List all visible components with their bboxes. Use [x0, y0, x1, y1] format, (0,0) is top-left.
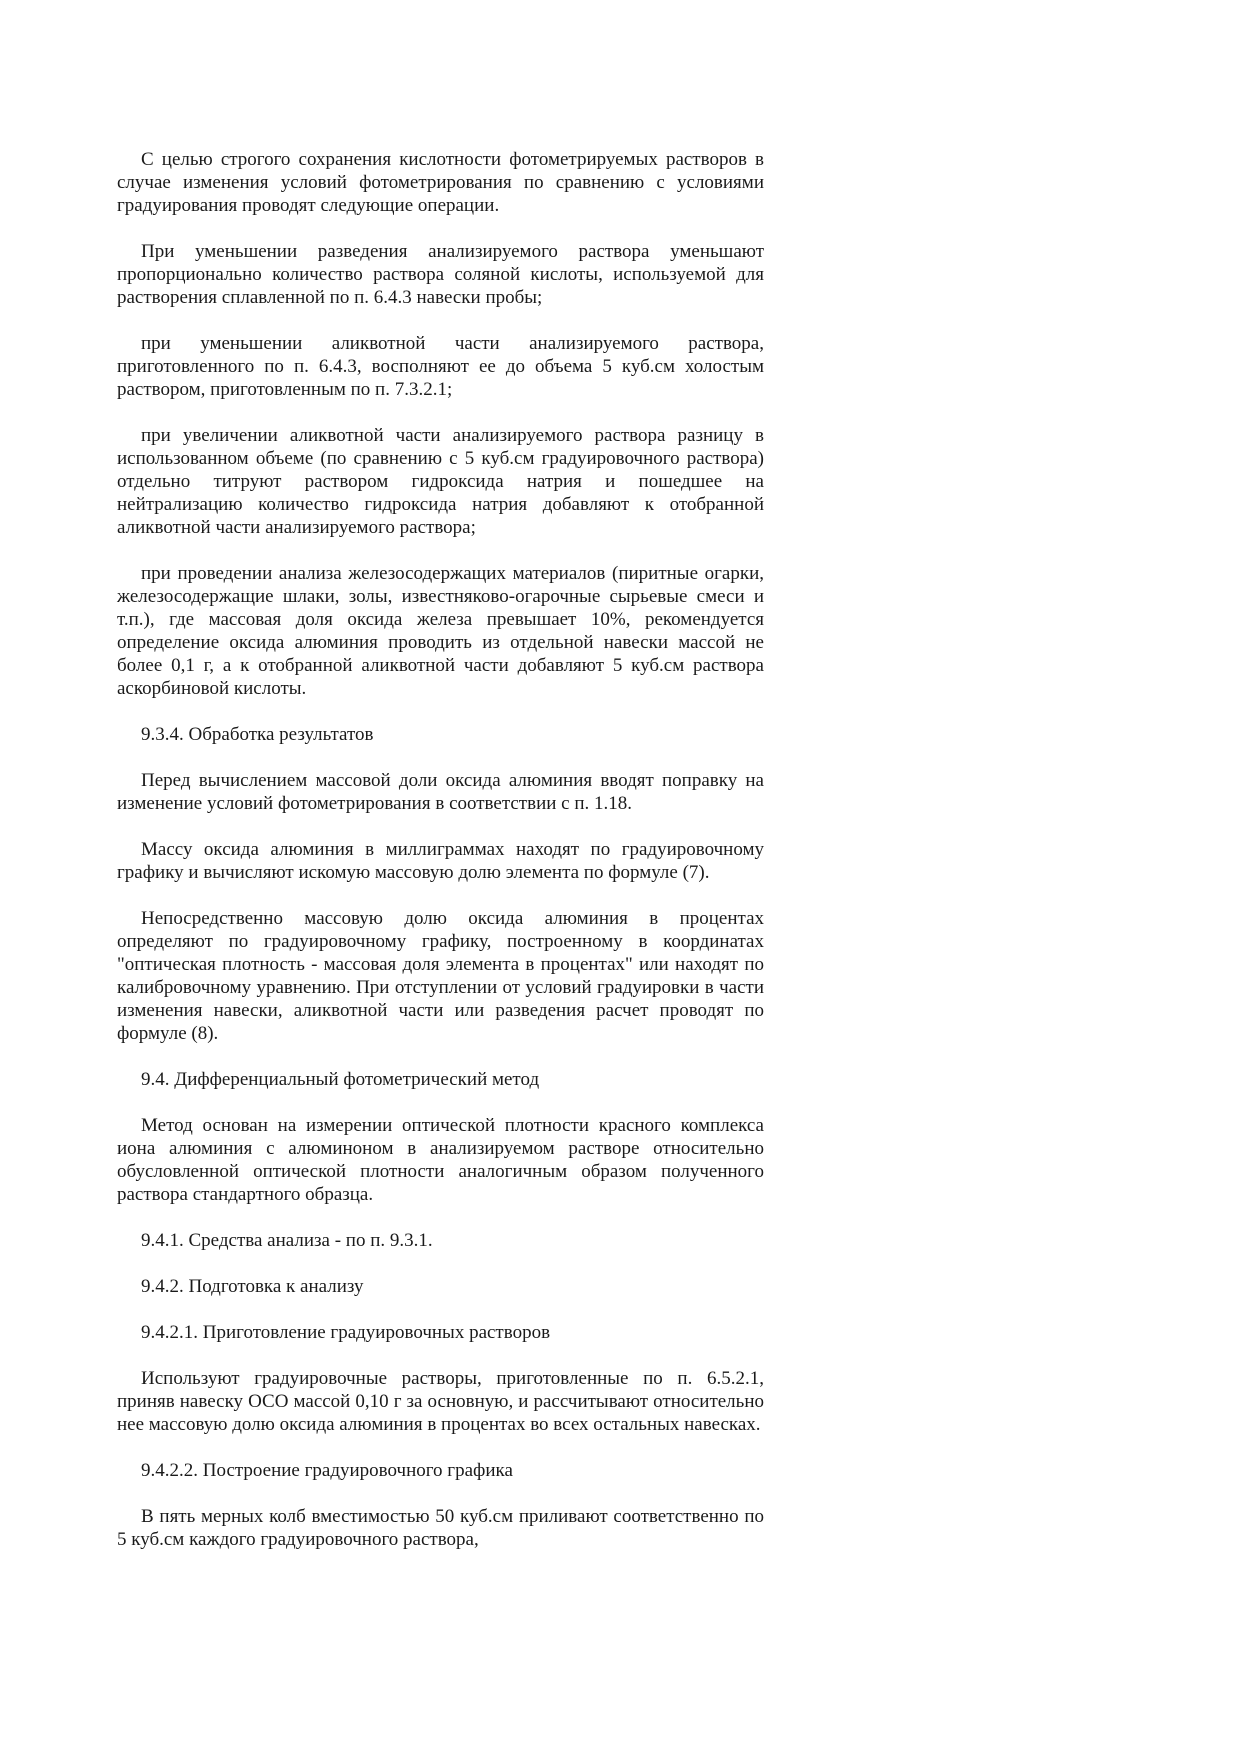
paragraph-five-flasks: В пять мерных колб вместимостью 50 куб.см приливают соответственно по 5 куб.см каждого градуировочного раствора, — [117, 1506, 764, 1550]
section-heading-9-3-4: 9.3.4. Обработка результатов — [141, 724, 374, 745]
document-page — [117, 148, 764, 1551]
paragraph-correction: Перед вычислением массовой доли оксида алюминия вводят поправку на изменение условий фотометрирования в соответствии с п. 1.18. — [117, 770, 764, 814]
section-heading-9-4-2: 9.4.2. Подготовка к анализу — [141, 1276, 364, 1297]
paragraph-mass-formula-7: Массу оксида алюминия в миллиграммах находят по градуировочному графику и вычисляют искомую массовую долю элемента по формуле (7). — [117, 839, 764, 883]
paragraph-dilution-decrease: При уменьшении разведения анализируемого раствора уменьшают пропорционально количество раствора соляной кислоты, используемой для растворения сплавленной по п. 6.4.3 навески пробы; — [117, 241, 764, 308]
paragraph-iron-materials: при проведении анализа железосодержащих материалов (пиритные огарки, железосодержащие шлаки, золы, известняково-огарочные сырьевые смеси и т.п.), где массовая доля оксида железа превышает 10%, рекомендуется определение оксида алюминия проводить из отдельной навески массой не более 0,1 г, а к отобранной аликвотной части добавляют 5 куб.см раствора аскорбиновой кислоты. — [117, 563, 764, 699]
paragraph-direct-percent-formula-8: Непосредственно массовую долю оксида алюминия в процентах определяют по градуировочному графику, построенному в координатах "оптическая плотность - массовая доля элемента в процентах" или находят по калибровочному уравнению. При отступлении от условий градуировки в части изменения навески, аликвотной части или разведения расчет проводят по формуле (8). — [117, 908, 764, 1044]
section-heading-9-4-2-2: 9.4.2.2. Построение градуировочного графика — [141, 1460, 513, 1481]
paragraph-aliquot-increase: при увеличении аликвотной части анализируемого раствора разницу в использованном объеме (по сравнению с 5 куб.см градуировочного раствора) отдельно титруют раствором гидроксида натрия и пошедшее на нейтрализацию количество гидроксида натрия добавляют к отобранной аликвотной части анализируемого раствора; — [117, 425, 764, 538]
paragraph-calibration-solutions: Используют градуировочные растворы, приготовленные по п. 6.5.2.1, приняв навеску ОСО массой 0,10 г за основную, и рассчитывают относительно нее массовую долю оксида алюминия в процентах во всех остальных навесках. — [117, 1368, 764, 1435]
paragraph-method-basis: Метод основан на измерении оптической плотности красного комплекса иона алюминия с алюминоном в анализируемом растворе относительно обусловленной оптической плотности аналогичным образом полученного раствора стандартного образца. — [117, 1115, 764, 1205]
paragraph-acidity-intro: С целью строгого сохранения кислотности фотометрируемых растворов в случае изменения условий фотометрирования по сравнению с условиями градуирования проводят следующие операции. — [117, 149, 764, 216]
section-heading-9-4-1: 9.4.1. Средства анализа - по п. 9.3.1. — [141, 1230, 433, 1251]
section-heading-9-4: 9.4. Дифференциальный фотометрический метод — [141, 1069, 540, 1090]
paragraph-aliquot-decrease: при уменьшении аликвотной части анализируемого раствора, приготовленного по п. 6.4.3, восполняют ее до объема 5 куб.см холостым раствором, приготовленным по п. 7.3.2.1; — [117, 333, 764, 400]
section-heading-9-4-2-1: 9.4.2.1. Приготовление градуировочных растворов — [141, 1322, 551, 1343]
